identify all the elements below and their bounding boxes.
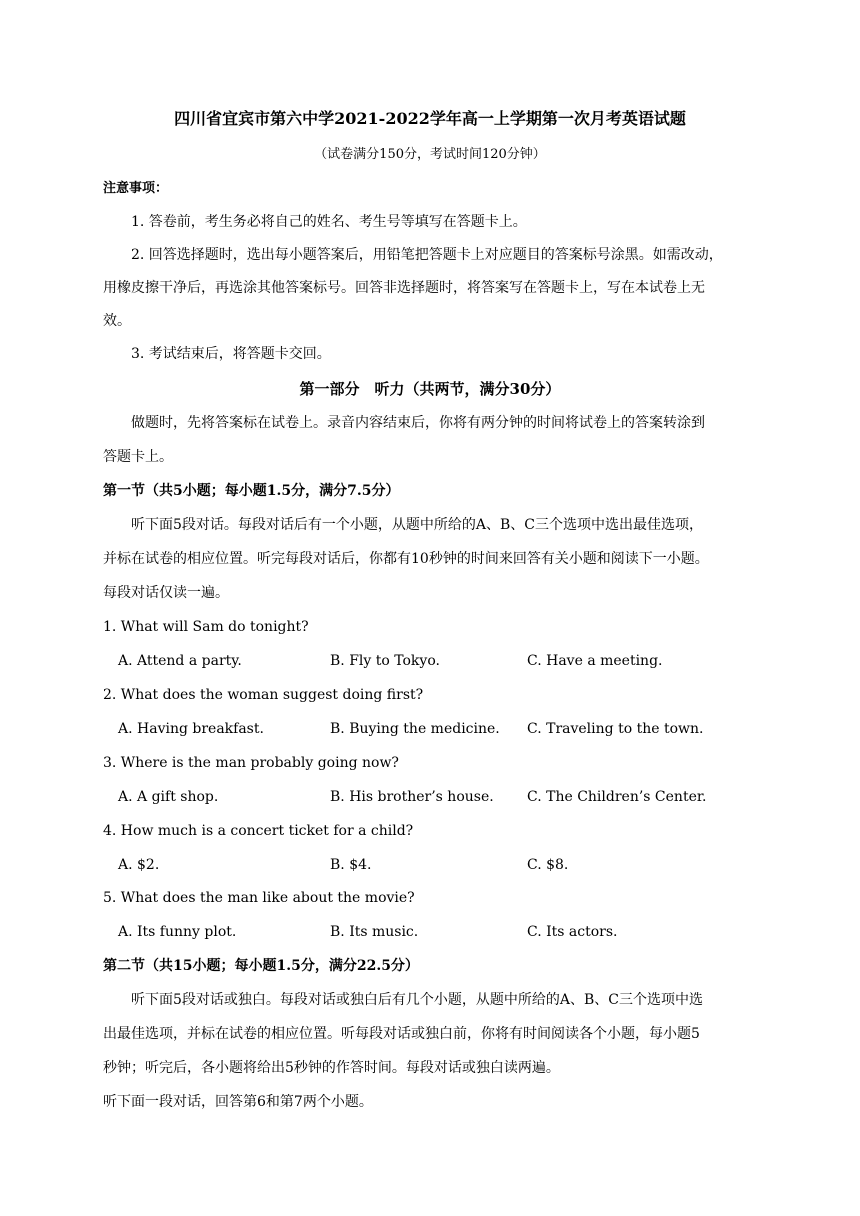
exam-title: 四川省宜宾市第六中学2021-2022学年高一上学期第一次月考英语试题 [174,109,686,128]
section2-next-instruction: 听下面一段对话，回答第6和第7两个小题。 [103,1094,373,1110]
option-a: A. Attend a party. [118,653,242,669]
option-b: B. Buying the medicine. [330,721,500,737]
option-c: C. $8. [527,857,569,873]
notice-line: 用橡皮擦干净后，再选涂其他答案标号。回答非选择题时，将答案写在答题卡上，写在本试卷上无 [103,280,705,296]
section2-intro-line: 出最佳选项，并标在试卷的相应位置。听每段对话或独白前，你将有时间阅读各个小题，每小题5 [103,1026,700,1042]
part1-intro-line: 答题卡上。 [103,449,173,465]
option-b: B. Its music. [330,924,419,940]
exam-subtitle: （试卷满分150分，考试时间120分钟） [314,147,546,162]
question-text: 1. What will Sam do tonight? [103,619,309,635]
notice-line: 1. 答卷前，考生务必将自己的姓名、考生号等填写在答题卡上。 [131,214,527,230]
notice-heading: 注意事项： [103,181,169,196]
option-c: C. Its actors. [527,924,618,940]
section1-intro-line: 并标在试卷的相应位置。听完每段对话后，你都有10秒钟的时间来回答有关小题和阅读下一小题。 [103,551,709,567]
part1-intro-line: 做题时，先将答案标在试卷上。录音内容结束后，你将有两分钟的时间将试卷上的答案转涂到 [131,415,705,431]
notice-line: 效。 [103,313,131,329]
part1-heading: 第一部分 听力（共两节，满分30分） [299,380,561,398]
notice-line: 3. 考试结束后，将答题卡交回。 [131,346,331,362]
question-text: 3. Where is the man probably going now? [103,755,399,771]
option-a: A. Having breakfast. [118,721,264,737]
option-b: B. $4. [330,857,372,873]
question-text: 4. How much is a concert ticket for a child? [103,823,414,839]
section1-heading: 第一节（共5小题；每小题1.5分，满分7.5分） [103,483,400,499]
option-a: A. Its funny plot. [118,924,237,940]
section2-heading: 第二节（共15小题；每小题1.5分，满分22.5分） [103,958,419,974]
section1-intro-line: 每段对话仅读一遍。 [103,585,229,601]
notice-line: 2. 回答选择题时，选出每小题答案后，用铅笔把答题卡上对应题目的答案标号涂黑。如需改动， [131,247,723,263]
option-c: C. Have a meeting. [527,653,663,669]
section1-intro-line: 听下面5段对话。每段对话后有一个小题，从题中所给的A、B、C三个选项中选出最佳选项， [131,517,704,533]
question-text: 2. What does the woman suggest doing first? [103,687,424,703]
option-b: B. Fly to Tokyo. [330,653,440,669]
question-text: 5. What does the man like about the movie? [103,890,415,906]
option-a: A. A gift shop. [118,789,219,805]
option-b: B. His brother’s house. [330,789,494,805]
section2-intro-line: 秒钟；听完后，各小题将给出5秒钟的作答时间。每段对话或独白读两遍。 [103,1060,560,1076]
section2-intro-line: 听下面5段对话或独白。每段对话或独白后有几个小题，从题中所给的A、B、C三个选项中选 [131,992,704,1008]
option-a: A. $2. [118,857,160,873]
option-c: C. The Children’s Center. [527,789,707,805]
option-c: C. Traveling to the town. [527,721,704,737]
